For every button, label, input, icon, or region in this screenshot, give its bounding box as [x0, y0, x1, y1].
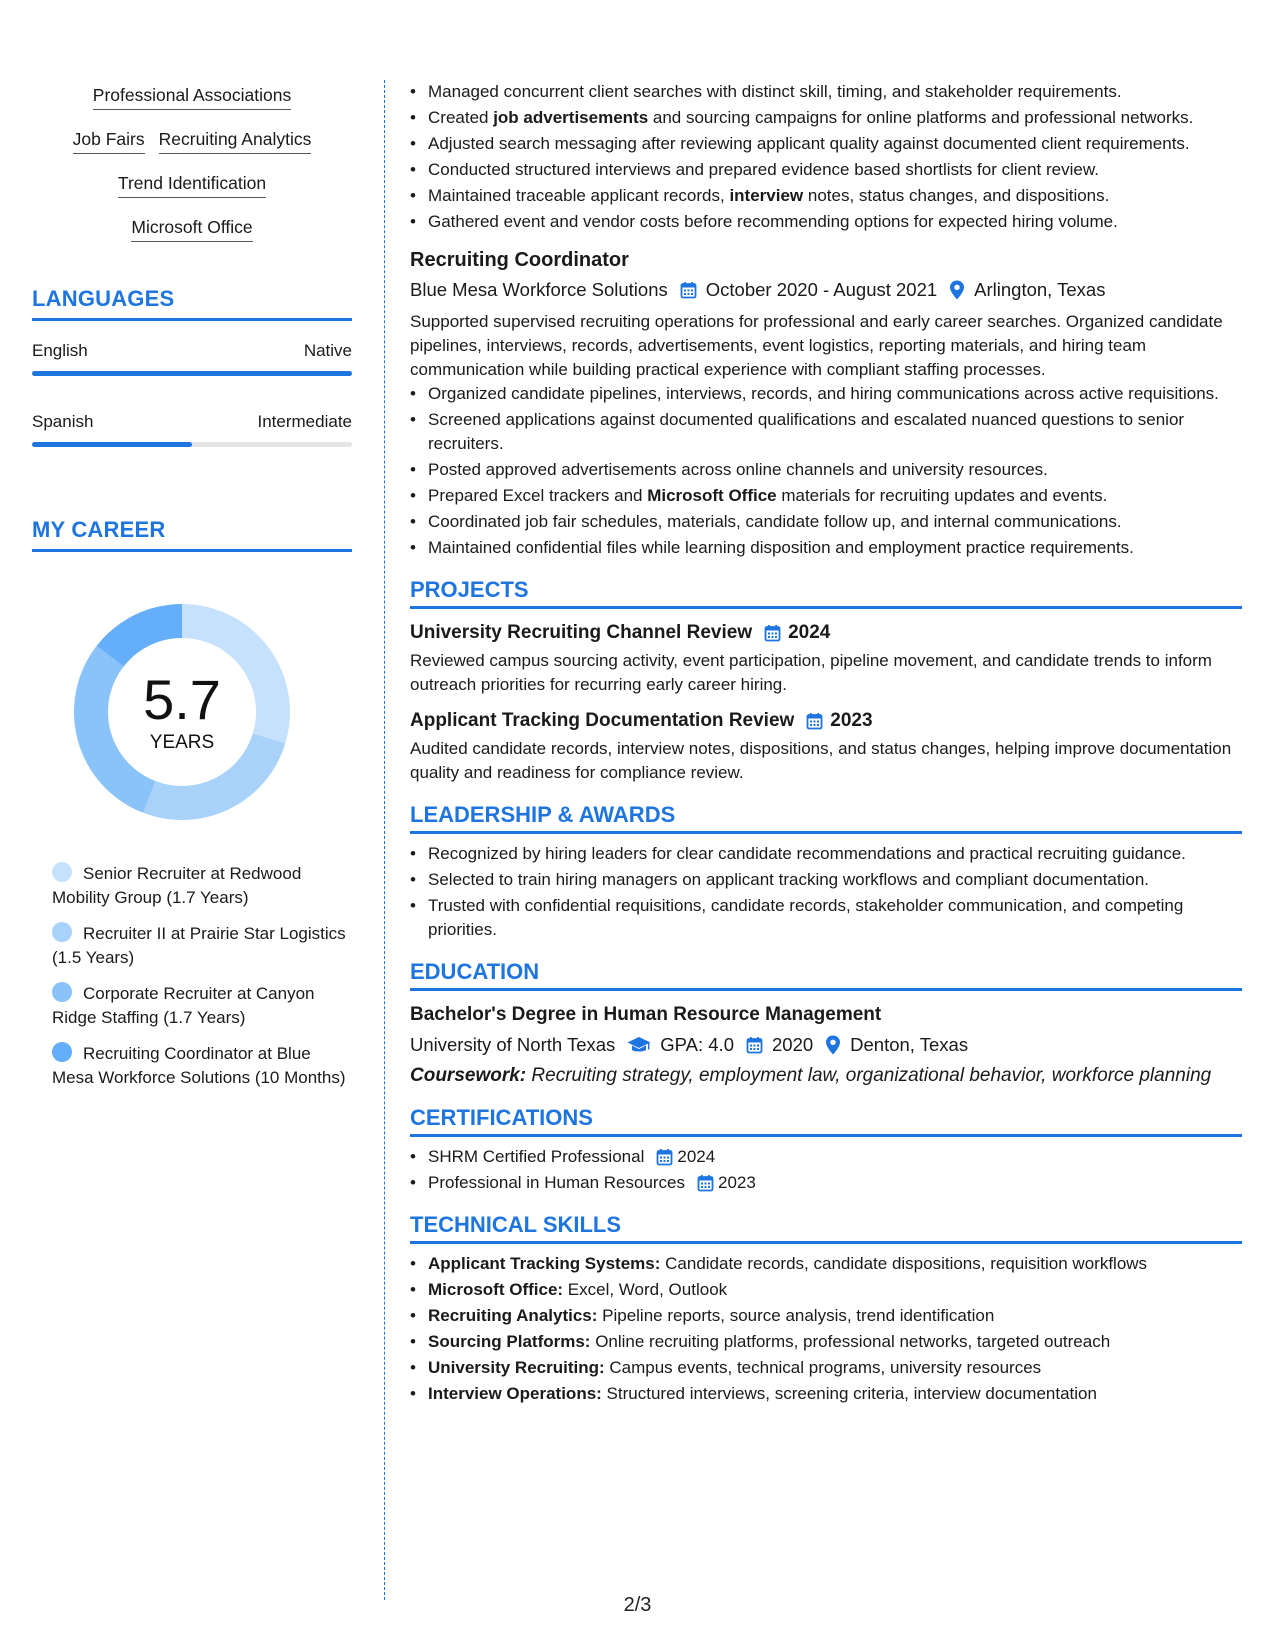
- technical-skill-item: [410, 1382, 1242, 1406]
- calendar-icon: [746, 1036, 763, 1054]
- technical-skill-item: [410, 1304, 1242, 1328]
- bold-keyword: job advertisements: [493, 108, 649, 127]
- languages-heading: LANGUAGES: [32, 286, 352, 321]
- bullet-text: Maintained traceable applicant records,: [428, 186, 730, 205]
- job-bullets: [410, 382, 1242, 560]
- certification-name: • SHRM Certified Professional: [428, 1147, 645, 1166]
- technical-skill-item: [410, 1330, 1242, 1354]
- project-year: 2024: [788, 622, 831, 643]
- technical-skill-label: University Recruiting:: [428, 1358, 605, 1377]
- career-legend-label: Recruiter II at Prairie Star Logistics (1.5 Years): [52, 924, 346, 967]
- bullet-text: Posted approved advertisements across online channels and university resources.: [428, 460, 1048, 479]
- technical-skill-value: Candidate records, candidate dispositions, requisition workflows: [660, 1254, 1148, 1273]
- certifications-heading: CERTIFICATIONS: [410, 1106, 1242, 1137]
- technical-skills-heading: TECHNICAL SKILLS: [410, 1213, 1242, 1244]
- bullet-text: materials for recruiting updates and events.: [776, 486, 1108, 505]
- job-title: Recruiting Coordinator: [410, 249, 629, 271]
- bullet-text: Managed concurrent client searches with distinct skill, timing, and stakeholder requirements.: [428, 82, 1122, 101]
- job-company: Blue Mesa Workforce Solutions: [410, 279, 668, 300]
- project-title-row: [410, 619, 1242, 647]
- previous-job-bullets: [410, 80, 1242, 234]
- career-legend-item: [52, 862, 352, 910]
- graduation-cap-icon: [627, 1036, 651, 1054]
- language-name: Spanish: [32, 412, 94, 431]
- legend-color-dot: [52, 922, 72, 942]
- career-legend-item: [52, 1042, 352, 1090]
- education-meta: [410, 1031, 1242, 1059]
- degree-title: Bachelor's Degree in Human Resource Management: [410, 1004, 882, 1025]
- bullet-text: Prepared Excel trackers and: [428, 486, 648, 505]
- job-bullet: [410, 510, 1242, 534]
- project-description: Reviewed campus sourcing activity, event participation, pipeline movement, and candidate trends to inform outreach priorities for recurring early career hiring.: [410, 651, 1212, 694]
- technical-skill-label: Sourcing Platforms:: [428, 1332, 591, 1351]
- awards-heading: LEADERSHIP & AWARDS: [410, 803, 1242, 834]
- career-legend-item: [52, 982, 352, 1030]
- bold-keyword: Microsoft Office: [647, 486, 777, 505]
- job-bullet: [410, 408, 1242, 456]
- technical-skill-item: [410, 1252, 1242, 1276]
- technical-skill-label: Applicant Tracking Systems:: [428, 1254, 661, 1273]
- certification-year: 2023: [718, 1173, 756, 1192]
- legend-color-dot: [52, 1042, 72, 1062]
- page-number: 2/3: [623, 1594, 652, 1616]
- technical-skill-item: [410, 1356, 1242, 1380]
- certification-year: 2024: [677, 1147, 716, 1166]
- bullet-text: Screened applications against documented qualifications and escalated nuanced questions to senior recruiters.: [428, 410, 1185, 453]
- bullet-text: Maintained confidential files while learning disposition and employment practice requirements.: [428, 538, 1134, 557]
- bullet-text: Recognized by hiring leaders for clear candidate recommendations and practical recruiting guidance.: [428, 844, 1186, 863]
- gpa: GPA: 4.0: [660, 1034, 734, 1055]
- certification-name: • Professional in Human Resources: [428, 1173, 686, 1192]
- technical-skill-item: [410, 1278, 1242, 1302]
- career-legend-label: Recruiting Coordinator at Blue Mesa Workforce Solutions (10 Months): [52, 1044, 346, 1087]
- technical-skill-label: Microsoft Office:: [428, 1280, 564, 1299]
- job-bullet: [410, 458, 1242, 482]
- career-legend-label: Senior Recruiter at Redwood Mobility Group (1.7 Years): [52, 864, 302, 907]
- certification-item: [410, 1145, 1242, 1169]
- certification-item: [410, 1171, 1242, 1195]
- languages-list: [32, 341, 352, 447]
- career-legend: [32, 862, 352, 1090]
- skill-row: [32, 216, 352, 242]
- career-heading: MY CAREER: [32, 517, 352, 552]
- skill-tag: Recruiting Analytics: [159, 128, 312, 154]
- bullet-text: Trusted with confidential requisitions, candidate records, stakeholder communication, and competing priorities.: [428, 896, 1184, 939]
- job-bullet: [410, 210, 1242, 234]
- career-donut-chart: [62, 592, 302, 832]
- career-total-years: 5.7: [143, 668, 221, 731]
- language-proficiency-fill: [32, 442, 192, 447]
- skill-row: [32, 84, 352, 110]
- graduation-year: 2020: [772, 1034, 814, 1055]
- job-bullet: [410, 132, 1242, 156]
- column-divider: [384, 80, 385, 1600]
- language-level: Native: [303, 341, 352, 360]
- coursework-text: Recruiting strategy, employment law, organizational behavior, workforce planning: [526, 1065, 1212, 1086]
- job-bullet: [410, 382, 1242, 406]
- project-title: Applicant Tracking Documentation Review: [410, 710, 795, 731]
- job-bullet: [410, 158, 1242, 182]
- bullet-text: Gathered event and vendor costs before recommending options for expected hiring volume.: [428, 212, 1118, 231]
- career-legend-item: [52, 922, 352, 970]
- bullet-text: and sourcing campaigns for online platforms and professional networks.: [648, 108, 1194, 127]
- job-location: Arlington, Texas: [974, 279, 1106, 300]
- map-pin-icon: [825, 1035, 841, 1055]
- education-location: Denton, Texas: [850, 1034, 969, 1055]
- bullet-text: Organized candidate pipelines, interviews, records, and hiring communications across active requisitions.: [428, 384, 1219, 403]
- project-title: University Recruiting Channel Review: [410, 622, 753, 643]
- technical-skills-list: [410, 1252, 1242, 1406]
- project-year: 2023: [830, 710, 873, 731]
- technical-skill-value: Pipeline reports, source analysis, trend identification: [597, 1306, 995, 1325]
- legend-color-dot: [52, 862, 72, 882]
- skill-tag: Job Fairs: [73, 128, 145, 154]
- job-summary: Supported supervised recruiting operations for professional and early career searches. Organized candidate pipelines, interviews, records, advertisements, event logistics, reporting materials, and hiring team communication while building practical experience with compliant staffing processes.: [410, 312, 1223, 379]
- main-column: [410, 80, 1242, 1408]
- language-proficiency-bar: [32, 442, 352, 447]
- bullet-text: Conducted structured interviews and prepared evidence based shortlists for client review.: [428, 160, 1099, 179]
- language-item: [32, 412, 352, 447]
- skill-row: [32, 128, 352, 154]
- legend-color-dot: [52, 982, 72, 1002]
- awards-list: [410, 842, 1242, 942]
- skill-row: [32, 172, 352, 198]
- job-bullet: [410, 106, 1242, 130]
- school-name: University of North Texas: [410, 1034, 616, 1055]
- job-bullet: [410, 536, 1242, 560]
- language-item: [32, 341, 352, 376]
- calendar-icon: [806, 712, 823, 730]
- project-title-row: [410, 707, 1242, 735]
- calendar-icon: [680, 281, 697, 299]
- technical-skill-label: Interview Operations:: [428, 1384, 602, 1403]
- bullet-text: Coordinated job fair schedules, materials, candidate follow up, and internal communications.: [428, 512, 1122, 531]
- job-meta: [410, 276, 1242, 304]
- skills-tags: [32, 84, 352, 242]
- technical-skill-value: Excel, Word, Outlook: [563, 1280, 728, 1299]
- career-total-unit: YEARS: [149, 732, 215, 753]
- job-bullet: [410, 184, 1242, 208]
- job-bullet: [410, 80, 1242, 104]
- technical-skill-value: Campus events, technical programs, university resources: [604, 1358, 1042, 1377]
- education-heading: EDUCATION: [410, 960, 1242, 991]
- language-name: English: [32, 341, 88, 360]
- sidebar: [32, 84, 352, 1102]
- bullet-text: Created: [428, 108, 494, 127]
- bold-keyword: interview: [729, 186, 804, 205]
- calendar-icon: [656, 1148, 673, 1166]
- map-pin-icon: [949, 280, 965, 300]
- bullet-text: Adjusted search messaging after reviewing applicant quality against documented client requirements.: [428, 134, 1190, 153]
- skill-tag: Professional Associations: [93, 84, 291, 110]
- technical-skill-value: Online recruiting platforms, professional networks, targeted outreach: [590, 1332, 1111, 1351]
- language-proficiency-bar: [32, 371, 352, 376]
- award-item: [410, 842, 1242, 866]
- job-dates: October 2020 - August 2021: [705, 279, 938, 300]
- calendar-icon: [764, 624, 781, 642]
- calendar-icon: [697, 1174, 714, 1192]
- job-bullet: [410, 484, 1242, 508]
- bullet-text: Selected to train hiring managers on applicant tracking workflows and compliant documentation.: [428, 870, 1150, 889]
- skill-tag: Trend Identification: [118, 172, 266, 198]
- bullet-text: notes, status changes, and dispositions.: [803, 186, 1110, 205]
- coursework: [410, 1063, 1242, 1088]
- award-item: [410, 894, 1242, 942]
- projects-heading: PROJECTS: [410, 578, 1242, 609]
- award-item: [410, 868, 1242, 892]
- certifications-list: [410, 1145, 1242, 1195]
- projects-list: [410, 619, 1242, 785]
- coursework-label: Coursework:: [410, 1065, 527, 1086]
- skill-tag: Microsoft Office: [131, 216, 252, 242]
- project-description: Audited candidate records, interview notes, dispositions, and status changes, helping improve documentation quality and readiness for compliance review.: [410, 739, 1232, 782]
- technical-skill-value: Structured interviews, screening criteria, interview documentation: [601, 1384, 1097, 1403]
- technical-skill-label: Recruiting Analytics:: [428, 1306, 598, 1325]
- language-proficiency-fill: [32, 371, 352, 376]
- career-legend-label: Corporate Recruiter at Canyon Ridge Staffing (1.7 Years): [52, 984, 315, 1027]
- language-level: Intermediate: [257, 412, 352, 431]
